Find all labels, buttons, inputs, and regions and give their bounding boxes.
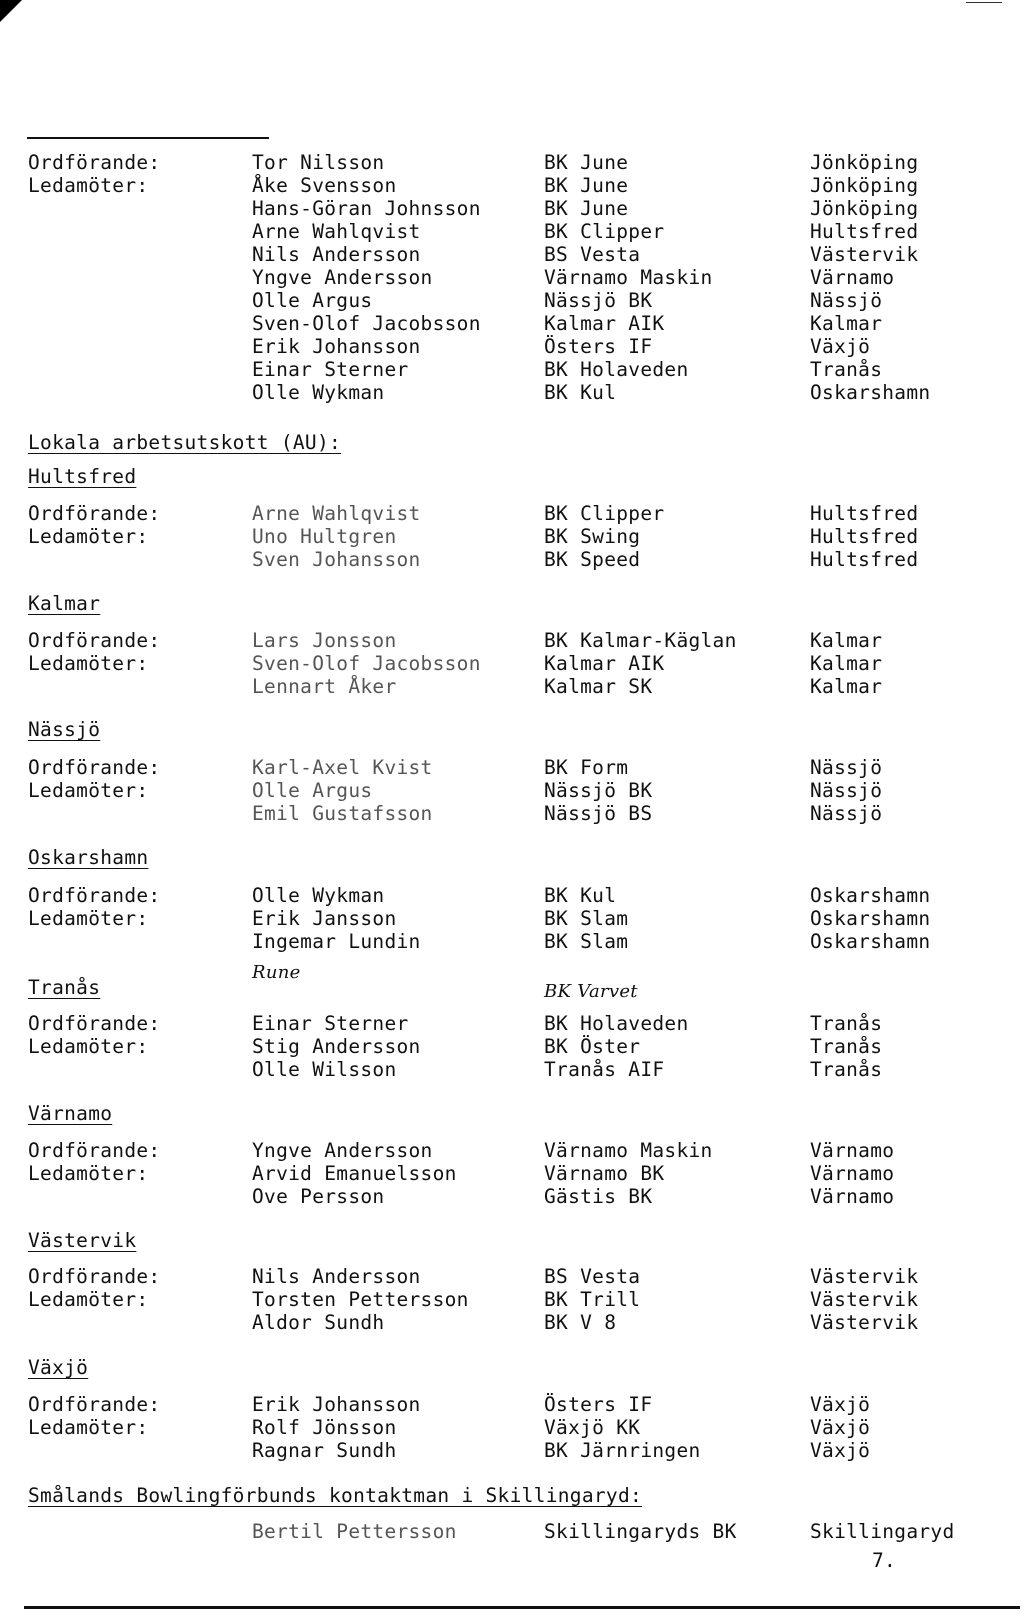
member-club: Värnamo Maskin <box>544 266 713 289</box>
contact-heading: Smålands Bowlingförbunds kontaktman i Skillingaryd: <box>28 1484 643 1507</box>
member-club: Växjö KK <box>544 1416 641 1439</box>
member-town: Kalmar <box>810 652 883 675</box>
contact-club: Skillingaryds BK <box>544 1520 737 1543</box>
member-club: Värnamo Maskin <box>544 1139 713 1162</box>
role-label: Ordförande: <box>28 151 161 174</box>
member-name: Sven-Olof Jacobsson <box>252 312 481 335</box>
member-name: Arne Wahlqvist <box>252 502 421 525</box>
member-club: Östers IF <box>544 335 653 358</box>
member-town: Västervik <box>810 1288 919 1311</box>
member-name: Olle Wykman <box>252 884 385 907</box>
region-heading-nassjo: Nässjö <box>28 718 101 741</box>
member-town: Kalmar <box>810 629 883 652</box>
member-club: BK Slam <box>544 930 629 953</box>
member-town: Värnamo <box>810 1139 895 1162</box>
region-heading-oskarshamn: Oskarshamn <box>28 846 149 869</box>
member-town: Värnamo <box>810 1162 895 1185</box>
member-club: Kalmar AIK <box>544 312 665 335</box>
member-name: Rolf Jönsson <box>252 1416 397 1439</box>
member-name: Yngve Andersson <box>252 266 433 289</box>
scan-edge-line <box>966 2 1002 3</box>
bottom-rule <box>24 1606 1020 1609</box>
member-town: Kalmar <box>810 312 883 335</box>
member-club: BK Kul <box>544 884 617 907</box>
member-name: Aldor Sundh <box>252 1311 385 1334</box>
scan-corner-mark <box>0 0 22 22</box>
member-club: BS Vesta <box>544 243 641 266</box>
member-club: Nässjö BK <box>544 779 653 802</box>
region-heading-varnamo: Värnamo <box>28 1102 113 1125</box>
member-town: Nässjö <box>810 779 883 802</box>
role-label: Ordförande: <box>28 629 161 652</box>
member-town: Växjö <box>810 1439 871 1462</box>
member-name: Yngve Andersson <box>252 1139 433 1162</box>
member-club: BK Clipper <box>544 502 665 525</box>
member-name: Erik Johansson <box>252 1393 421 1416</box>
handwritten-name-note: Rune <box>252 962 301 983</box>
member-club: BK Slam <box>544 907 629 930</box>
section-heading: Lokala arbetsutskott (AU): <box>28 431 342 454</box>
role-label: Ledamöter: <box>28 174 149 197</box>
member-town: Växjö <box>810 1393 871 1416</box>
member-name: Torsten Pettersson <box>252 1288 469 1311</box>
handwritten-club-note: BK Varvet <box>544 981 638 1002</box>
region-heading-hultsfred: Hultsfred <box>28 465 137 488</box>
role-label: Ordförande: <box>28 756 161 779</box>
role-label: Ordförande: <box>28 1393 161 1416</box>
role-label: Ledamöter: <box>28 779 149 802</box>
contact-town: Skillingaryd <box>810 1520 955 1543</box>
member-name: Emil Gustafsson <box>252 802 433 825</box>
member-name: Einar Sterner <box>252 1012 409 1035</box>
member-town: Nässjö <box>810 756 883 779</box>
role-label: Ledamöter: <box>28 1288 149 1311</box>
member-town: Värnamo <box>810 1185 895 1208</box>
member-town: Oskarshamn <box>810 907 931 930</box>
member-town: Jönköping <box>810 151 919 174</box>
member-name: Arne Wahlqvist <box>252 220 421 243</box>
member-town: Västervik <box>810 1311 919 1334</box>
member-town: Växjö <box>810 1416 871 1439</box>
member-town: Växjö <box>810 335 871 358</box>
member-name: Åke Svensson <box>252 174 397 197</box>
role-label: Ledamöter: <box>28 525 149 548</box>
member-club: BK Form <box>544 756 629 779</box>
member-name: Nils Andersson <box>252 1265 421 1288</box>
member-name: Ragnar Sundh <box>252 1439 397 1462</box>
region-heading-tranas: Tranås <box>28 976 101 999</box>
member-name: Sven-Olof Jacobsson <box>252 652 481 675</box>
member-club: BK Järnringen <box>544 1439 701 1462</box>
member-town: Oskarshamn <box>810 381 931 404</box>
region-heading-vastervik: Västervik <box>28 1229 137 1252</box>
member-club: BK Öster <box>544 1035 641 1058</box>
member-town: Nässjö <box>810 289 883 312</box>
member-name: Erik Jansson <box>252 907 397 930</box>
member-town: Tranås <box>810 1035 883 1058</box>
member-name: Olle Argus <box>252 779 373 802</box>
member-club: BK June <box>544 174 629 197</box>
member-town: Västervik <box>810 1265 919 1288</box>
member-club: BK Swing <box>544 525 641 548</box>
member-club: Nässjö BS <box>544 802 653 825</box>
member-name: Olle Wykman <box>252 381 385 404</box>
region-heading-vaxjo: Växjö <box>28 1356 89 1379</box>
member-name: Erik Johansson <box>252 335 421 358</box>
role-label: Ordförande: <box>28 1139 161 1162</box>
member-name: Uno Hultgren <box>252 525 397 548</box>
member-club: BS Vesta <box>544 1265 641 1288</box>
member-name: Lennart Åker <box>252 675 397 698</box>
member-town: Västervik <box>810 243 919 266</box>
member-name: Nils Andersson <box>252 243 421 266</box>
member-name: Einar Sterner <box>252 358 409 381</box>
role-label: Ledamöter: <box>28 1416 149 1439</box>
member-town: Oskarshamn <box>810 884 931 907</box>
region-heading-kalmar: Kalmar <box>28 592 101 615</box>
member-town: Hultsfred <box>810 548 919 571</box>
role-label: Ordförande: <box>28 1012 161 1035</box>
member-club: BK Holaveden <box>544 1012 689 1035</box>
member-name: Olle Argus <box>252 289 373 312</box>
member-name: Karl-Axel Kvist <box>252 756 433 779</box>
member-town: Tranås <box>810 358 883 381</box>
member-town: Nässjö <box>810 802 883 825</box>
member-name: Ove Persson <box>252 1185 385 1208</box>
member-club: BK June <box>544 197 629 220</box>
member-name: Tor Nilsson <box>252 151 385 174</box>
role-label: Ledamöter: <box>28 907 149 930</box>
role-label: Ordförande: <box>28 884 161 907</box>
member-club: BK June <box>544 151 629 174</box>
role-label: Ledamöter: <box>28 1035 149 1058</box>
member-name: Sven Johansson <box>252 548 421 571</box>
role-label: Ledamöter: <box>28 1162 149 1185</box>
member-club: BK Trill <box>544 1288 641 1311</box>
member-town: Tranås <box>810 1058 883 1081</box>
member-club: Kalmar AIK <box>544 652 665 675</box>
member-name: Arvid Emanuelsson <box>252 1162 457 1185</box>
member-club: BK Kul <box>544 381 617 404</box>
member-name: Olle Wilsson <box>252 1058 397 1081</box>
member-club: BK Speed <box>544 548 641 571</box>
member-club: Tranås AIF <box>544 1058 665 1081</box>
member-club: Östers IF <box>544 1393 653 1416</box>
role-label: Ledamöter: <box>28 652 149 675</box>
member-town: Jönköping <box>810 197 919 220</box>
member-town: Oskarshamn <box>810 930 931 953</box>
member-club: Gästis BK <box>544 1185 653 1208</box>
member-town: Hultsfred <box>810 502 919 525</box>
member-name: Hans-Göran Johnsson <box>252 197 481 220</box>
member-club: BK Kalmar-Käglan <box>544 629 737 652</box>
member-club: Nässjö BK <box>544 289 653 312</box>
member-town: Kalmar <box>810 675 883 698</box>
member-club: BK Clipper <box>544 220 665 243</box>
member-town: Jönköping <box>810 174 919 197</box>
member-name: Ingemar Lundin <box>252 930 421 953</box>
role-label: Ordförande: <box>28 1265 161 1288</box>
member-name: Lars Jonsson <box>252 629 397 652</box>
member-club: Värnamo BK <box>544 1162 665 1185</box>
member-town: Hultsfred <box>810 220 919 243</box>
top-rule <box>27 137 269 139</box>
member-club: BK Holaveden <box>544 358 689 381</box>
member-club: BK V 8 <box>544 1311 617 1334</box>
role-label: Ordförande: <box>28 502 161 525</box>
page-number: 7. <box>872 1549 897 1572</box>
member-town: Värnamo <box>810 266 895 289</box>
member-town: Hultsfred <box>810 525 919 548</box>
member-club: Kalmar SK <box>544 675 653 698</box>
member-town: Tranås <box>810 1012 883 1035</box>
contact-name: Bertil Pettersson <box>252 1520 457 1543</box>
member-name: Stig Andersson <box>252 1035 421 1058</box>
